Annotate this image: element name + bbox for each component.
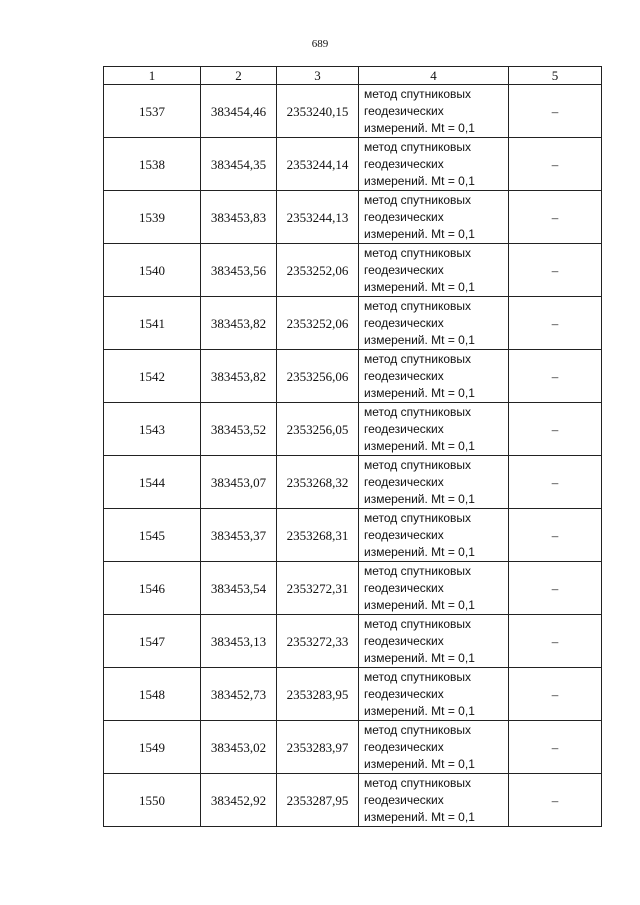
method-cell: [359, 562, 509, 615]
x-coordinate-cell: 383453,82: [201, 297, 277, 350]
method-line: метод спутниковых: [364, 298, 472, 313]
method-line: метод спутниковых: [364, 192, 472, 207]
point-id-cell: 1547: [104, 615, 201, 668]
method-line: метод спутниковых: [364, 404, 472, 419]
method-cell: [359, 85, 509, 138]
point-id-cell: 1539: [104, 191, 201, 244]
method-line: геодезических: [364, 686, 444, 701]
method-cell: [359, 774, 509, 827]
method-line: измерений. Mt = 0,1: [364, 385, 475, 400]
method-line: метод спутниковых: [364, 245, 472, 260]
y-coordinate-cell: 2353272,31: [277, 562, 359, 615]
method-line: измерений. Mt = 0,1: [364, 438, 475, 453]
point-id-cell: 1546: [104, 562, 201, 615]
method-line: геодезических: [364, 315, 444, 330]
table-row: [104, 668, 602, 721]
x-coordinate-cell: 383453,83: [201, 191, 277, 244]
table-row: [104, 509, 602, 562]
column-5-cell: –: [509, 615, 602, 668]
method-line: измерений. Mt = 0,1: [364, 491, 475, 506]
column-5-cell: –: [509, 85, 602, 138]
method-line: измерений. Mt = 0,1: [364, 120, 475, 135]
method-line: метод спутниковых: [364, 775, 472, 790]
column-5-cell: –: [509, 297, 602, 350]
method-cell: [359, 668, 509, 721]
method-cell: [359, 615, 509, 668]
table-row: [104, 244, 602, 297]
column-5-cell: –: [509, 562, 602, 615]
header-col-2: 2: [201, 67, 277, 85]
y-coordinate-cell: 2353283,97: [277, 721, 359, 774]
x-coordinate-cell: 383453,56: [201, 244, 277, 297]
x-coordinate-cell: 383452,92: [201, 774, 277, 827]
method-line: геодезических: [364, 580, 444, 595]
method-line: метод спутниковых: [364, 669, 472, 684]
method-line: метод спутниковых: [364, 563, 472, 578]
x-coordinate-cell: 383453,37: [201, 509, 277, 562]
method-cell: [359, 456, 509, 509]
point-id-cell: 1548: [104, 668, 201, 721]
column-5-cell: –: [509, 774, 602, 827]
method-cell: [359, 297, 509, 350]
column-5-cell: –: [509, 138, 602, 191]
table-row: [104, 191, 602, 244]
method-cell: [359, 509, 509, 562]
method-line: геодезических: [364, 739, 444, 754]
method-line: метод спутниковых: [364, 139, 472, 154]
x-coordinate-cell: 383453,54: [201, 562, 277, 615]
y-coordinate-cell: 2353268,31: [277, 509, 359, 562]
method-line: измерений. Mt = 0,1: [364, 809, 475, 824]
method-cell: [359, 138, 509, 191]
column-5-cell: –: [509, 509, 602, 562]
x-coordinate-cell: 383454,46: [201, 85, 277, 138]
method-cell: [359, 403, 509, 456]
header-col-1: 1: [104, 67, 201, 85]
column-5-cell: –: [509, 668, 602, 721]
method-line: метод спутниковых: [364, 351, 472, 366]
x-coordinate-cell: 383454,35: [201, 138, 277, 191]
table-row: [104, 403, 602, 456]
point-id-cell: 1544: [104, 456, 201, 509]
point-id-cell: 1540: [104, 244, 201, 297]
column-5-cell: –: [509, 403, 602, 456]
method-line: геодезических: [364, 633, 444, 648]
point-id-cell: 1542: [104, 350, 201, 403]
method-line: метод спутниковых: [364, 86, 472, 101]
column-5-cell: –: [509, 721, 602, 774]
method-line: измерений. Mt = 0,1: [364, 650, 475, 665]
x-coordinate-cell: 383453,82: [201, 350, 277, 403]
y-coordinate-cell: 2353244,14: [277, 138, 359, 191]
method-line: метод спутниковых: [364, 722, 472, 737]
method-line: геодезических: [364, 474, 444, 489]
y-coordinate-cell: 2353272,33: [277, 615, 359, 668]
point-id-cell: 1541: [104, 297, 201, 350]
method-line: измерений. Mt = 0,1: [364, 703, 475, 718]
coordinates-table: [103, 66, 602, 827]
y-coordinate-cell: 2353240,15: [277, 85, 359, 138]
y-coordinate-cell: 2353287,95: [277, 774, 359, 827]
table-row: [104, 562, 602, 615]
header-col-3: 3: [277, 67, 359, 85]
method-line: геодезических: [364, 156, 444, 171]
method-line: измерений. Mt = 0,1: [364, 226, 475, 241]
point-id-cell: 1543: [104, 403, 201, 456]
point-id-cell: 1545: [104, 509, 201, 562]
x-coordinate-cell: 383453,02: [201, 721, 277, 774]
method-line: измерений. Mt = 0,1: [364, 332, 475, 347]
x-coordinate-cell: 383453,52: [201, 403, 277, 456]
point-id-cell: 1537: [104, 85, 201, 138]
method-line: измерений. Mt = 0,1: [364, 279, 475, 294]
method-line: геодезических: [364, 262, 444, 277]
method-line: геодезических: [364, 792, 444, 807]
method-line: измерений. Mt = 0,1: [364, 597, 475, 612]
table-row: [104, 774, 602, 827]
table-row: [104, 138, 602, 191]
y-coordinate-cell: 2353268,32: [277, 456, 359, 509]
method-line: геодезических: [364, 368, 444, 383]
point-id-cell: 1550: [104, 774, 201, 827]
method-line: метод спутниковых: [364, 616, 472, 631]
table-row: [104, 85, 602, 138]
y-coordinate-cell: 2353256,06: [277, 350, 359, 403]
y-coordinate-cell: 2353252,06: [277, 244, 359, 297]
table-row: [104, 456, 602, 509]
y-coordinate-cell: 2353244,13: [277, 191, 359, 244]
method-line: геодезических: [364, 103, 444, 118]
method-cell: [359, 191, 509, 244]
point-id-cell: 1549: [104, 721, 201, 774]
method-line: геодезических: [364, 209, 444, 224]
table-row: [104, 297, 602, 350]
page-number: 689: [311, 38, 329, 50]
method-line: измерений. Mt = 0,1: [364, 756, 475, 771]
column-5-cell: –: [509, 191, 602, 244]
header-col-4: 4: [359, 67, 509, 85]
method-cell: [359, 721, 509, 774]
column-5-cell: –: [509, 456, 602, 509]
method-line: геодезических: [364, 421, 444, 436]
method-line: геодезических: [364, 527, 444, 542]
x-coordinate-cell: 383453,13: [201, 615, 277, 668]
table-row: [104, 350, 602, 403]
method-cell: [359, 350, 509, 403]
header-col-5: 5: [509, 67, 602, 85]
method-line: измерений. Mt = 0,1: [364, 544, 475, 559]
method-line: измерений. Mt = 0,1: [364, 173, 475, 188]
method-line: метод спутниковых: [364, 457, 472, 472]
x-coordinate-cell: 383452,73: [201, 668, 277, 721]
column-5-cell: –: [509, 350, 602, 403]
table-row: [104, 721, 602, 774]
column-5-cell: –: [509, 244, 602, 297]
y-coordinate-cell: 2353283,95: [277, 668, 359, 721]
table-body: [104, 85, 602, 827]
method-cell: [359, 244, 509, 297]
table-row: [104, 615, 602, 668]
point-id-cell: 1538: [104, 138, 201, 191]
y-coordinate-cell: 2353252,06: [277, 297, 359, 350]
method-line: метод спутниковых: [364, 510, 472, 525]
table-header-row: [104, 67, 602, 85]
x-coordinate-cell: 383453,07: [201, 456, 277, 509]
y-coordinate-cell: 2353256,05: [277, 403, 359, 456]
